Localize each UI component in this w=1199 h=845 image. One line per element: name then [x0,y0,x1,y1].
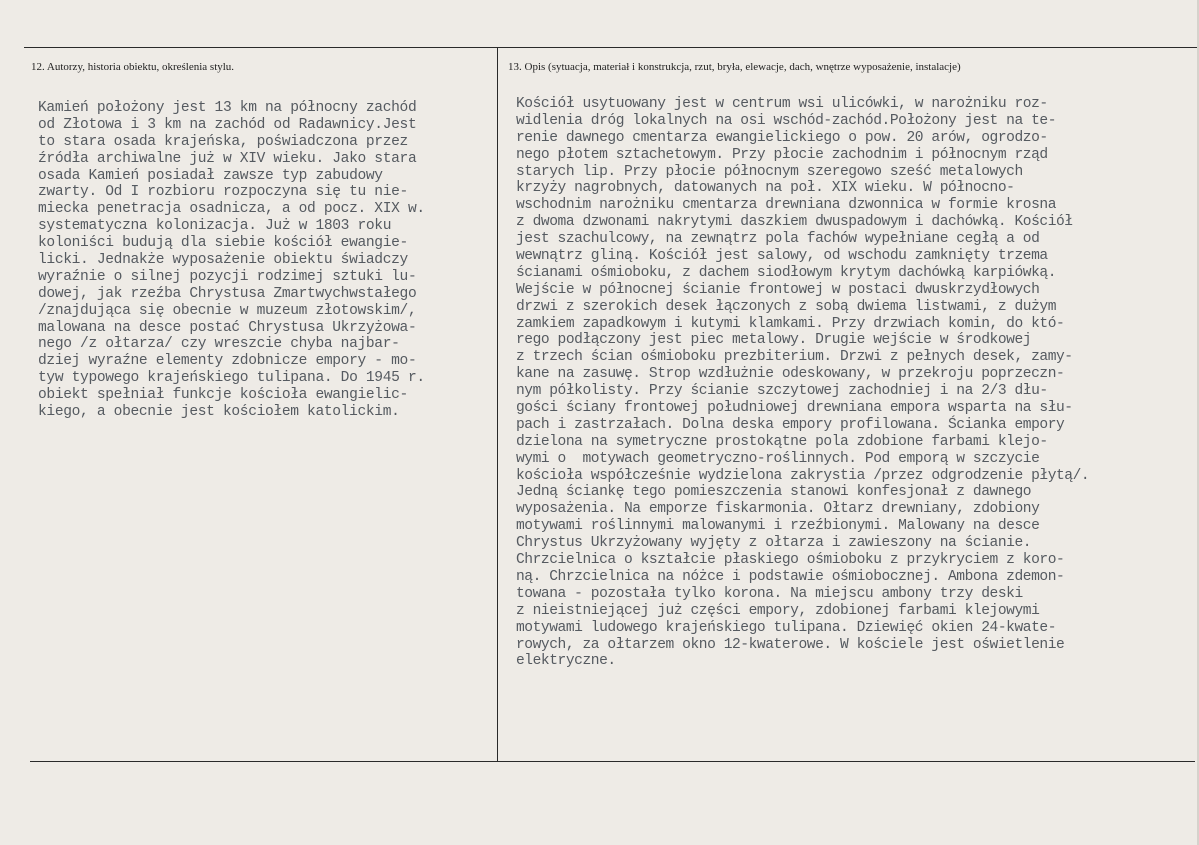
typed-line: źródła archiwalne już w XIV wieku. Jako stara [38,150,417,167]
typed-line: malowana na desce postać Chrystusa Ukrzyżowa- [38,319,417,336]
typed-line: koloniści budują dla siebie kościół ewangie- [38,235,408,252]
typed-line: od Złotowa i 3 km na zachód od Radawnicy.Jest [38,116,417,133]
typed-line: dziej wyraźne elementy zdobnicze empory - mo- [38,353,417,370]
typed-line: z trzech ścian ośmioboku prezbiterium. Drzwi z pełnych desek, zamy- [516,349,1073,366]
typed-line: widlenia dróg lokalnych na osi wschód-zachód.Położony jest na te- [516,112,1056,129]
typed-line: systematyczna kolonizacja. Już w 1803 roku [38,218,392,235]
bottom-rule [30,761,1195,762]
typed-line: obiekt spełniał funkcje kościoła ewangielic- [38,387,408,404]
typed-line: zwarty. Od I rozbioru rozpoczyna się tu nie- [38,184,408,201]
typed-line: ścianami ośmioboku, z dachem siodłowym krytym dachówką karpiówką. [516,264,1056,281]
typed-line: wyposażenia. Na emporze fiskarmonia. Ołtarz drewniany, zdobiony [516,501,1040,518]
typed-line: Kamień położony jest 13 km na północny zachód [38,100,417,116]
typed-line: z dwoma dzwonami nakrytymi daszkiem dwuspadowym i dachówką. Kościół [516,214,1073,231]
typed-line: nym półkolisty. Przy ścianie szczytowej zachodniej i na 2/3 dłu- [516,383,1048,400]
typed-line: renie dawnego cmentarza ewangielickiego o pow. 20 arów, ogrodzo- [516,129,1048,146]
section-13-typed-text [516,96,1089,670]
typed-line: Wejście w północnej ścianie frontowej w postaci dwuskrzydłowych [516,281,1040,298]
typed-line: tyw typowego krajeńskiego tulipana. Do 1945 r. [38,370,425,387]
typed-line: kane na zasuwę. Strop wzdłużnie odeskowany, w przekroju poprzeczn- [516,366,1065,383]
typed-line: Jedną ściankę tego pomieszczenia stanowi konfesjonał z dawnego [516,484,1032,501]
typed-line: kościoła współcześnie wydzielona zakrystia /przez odgrodzenie płytą/. [516,467,1090,484]
typed-line: rego podłączony jest piec metalowy. Drugie wejście w środkowej [516,332,1032,349]
section-12-heading: 12. Autorzy, historia obiektu, określenia stylu. [31,61,235,73]
typed-line: wewnątrz gliną. Kościół jest salowy, od wschodu zamknięty trzema [516,248,1048,265]
typed-line: nego płotem sztachetowym. Przy płocie zachodnim i północnym rząd [516,146,1048,163]
typed-line: jest szachulcowy, na zewnątrz pola fachów wypełniane cegłą a od [516,231,1040,248]
typed-line: Chrzcielnica o kształcie płaskiego ośmioboku z przykryciem z koro- [516,552,1065,569]
section-12-typed-text [38,100,425,421]
typed-line: osada Kamień posiadał zawsze typ zabudowy [38,167,383,184]
typed-line: z nieistniejącej już części empory, zdobionej farbami klejowymi [516,602,1040,619]
typed-line: gości ściany frontowej południowej drewniana empora wsparta na słu- [516,400,1073,417]
typed-line: /znajdująca się obecnie w muzeum złotowskim/, [38,302,417,319]
typed-line: motywami roślinnymi malowanymi i rzeźbionymi. Malowany na desce [516,518,1040,535]
typed-line: Chrystus Ukrzyżowany wyjęty z ołtarza i zawieszony na ścianie. [516,535,1032,552]
typed-line: licki. Jednakże wyposażenie obiektu świadczy [38,252,408,269]
top-rule [24,47,1199,48]
typed-line: drzwi z szerokich desek łączonych z sobą dwiema listwami, z dużym [516,298,1056,315]
typed-line: to stara osada krajeńska, poświadczona przez [38,133,408,150]
typed-line: zamkiem zapadkowym i kutymi klamkami. Przy drzwiach komin, do któ- [516,315,1065,332]
section-13-heading: 13. Opis (sytuacja, materiał i konstrukcja, rzut, bryła, elewacje, dach, wnętrze wyposażenie, instalacje) [508,61,961,73]
typed-line: ną. Chrzcielnica na nóżce i podstawie ośmiobocznej. Ambona zdemon- [516,568,1065,585]
typed-line: wymi o motywach geometryczno-roślinnych. Pod emporą w szczycie [516,450,1040,467]
typed-line: krzyży nagrobnych, datowanych na poł. XIX wieku. W północno- [516,180,1015,197]
typed-line: wyraźnie o silnej pozycji rodzimej sztuki lu- [38,268,417,285]
typed-line: dowej, jak rzeźba Chrystusa Zmartwychwstałego [38,285,417,302]
typed-line: starych lip. Przy płocie północnym szeregowo sześć metalowych [516,163,1023,180]
typed-line: nego /z ołtarza/ czy wreszcie chyba najbar- [38,336,400,353]
typed-line: elektryczne. [516,653,616,670]
typed-line: kiego, a obecnie jest kościołem katolickim. [38,404,400,421]
typed-line: pach i zastrzałach. Dolna deska empory profilowana. Ścianka empory [516,416,1065,433]
typed-line: towana - pozostała tylko korona. Na miejscu ambony trzy deski [516,585,1023,602]
typed-line: rowych, za ołtarzem okno 12-kwaterowe. W kościele jest oświetlenie [516,636,1065,653]
typed-line: miecka penetracja osadnicza, a od pocz. XIX w. [38,201,425,218]
typed-line: motywami ludowego krajeńskiego tulipana. Dziewięć okien 24-kwate- [516,619,1056,636]
column-divider [497,47,498,761]
typed-line: Kościół usytuowany jest w centrum wsi ulicówki, w narożniku roz- [516,96,1048,112]
typed-line: wschodnim narożniku cmentarza drewniana dzwonnica w formie krosna [516,197,1056,214]
typed-line: dzielona na symetryczne prostokątne pola zdobione farbami klejo- [516,433,1048,450]
